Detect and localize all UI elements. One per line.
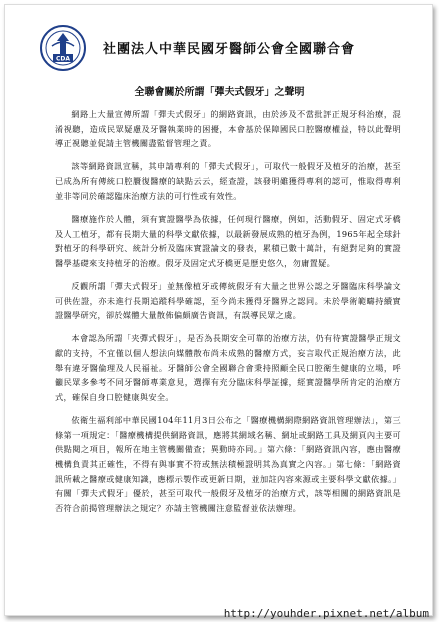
letterhead [39,24,409,74]
paragraph-6: 依衛生福利部中華民國104年11月3日公布之「醫療機構網際網路資訊管理辦法」，第三條第一項規定：「醫療機構提供網路資訊，應將其網域名稱、網址或網路工具及網頁內主要可供點閱之項目，報所在地主管機關備查；異動時亦同。」第六條：「網路資訊內容，應由醫療機構負責其正確性，不得有與事實不符或無法積極證明其為真實之內容。」第七條：「網路資訊所載之醫療或健康知識，應標示製作或更新日期，並加註內容來源或主要科學文獻依據。」有關「彈夫式假牙」優於，甚至可取代一般假牙及植牙的治療方式，該等相關的網路資訊是否符合前揭管理辦法之規定？亦請主管機關注意監督並依法辦理。 [55,415,401,513]
document-body [55,107,401,524]
logo-text: CDA [55,55,71,63]
document-frame [4,4,433,616]
paragraph-5: 本會認為所謂「夹彈式假牙」，是否為長期安全可靠的治療方法，仍有待實證醫學正規文獻的支持，不宜僅以個人想法向媒體散布尚未成熟的醫療方式，妄言取代正規治療方法，此舉有違牙醫倫理及人民福祉。牙醫師公會全國聯合會秉持照顧全民口腔衛生健康的立場，呼籲民眾多參考不同牙醫師專業意見，選擇有充分臨床科學証據，經實證醫學所肯定的治療方式，確保自身口腔健康與安全。 [55,333,401,402]
album-url-watermark: http://youhder.pixnet.net/album [223,607,429,620]
paragraph-3: 醫療施作於人體，須有實證醫學為依據，任何現行醫療，例如，活動假牙、固定式牙橋及人工植牙，都有長期大量的科學文獻依據，以最新發展成熟的植牙為例，1965年起全球針對植牙的科學研究、統計分析及臨床實證論文的發表，累積已數十萬計，有絕對足夠的實證醫學基礎來支持植牙的治療。假牙及固定式牙橋更是歷史悠久，勿庸置疑。 [55,213,401,268]
document-page [17,15,422,605]
paragraph-2: 該等網路資訊宣稱，其申請專利的「彈夫式假牙」，可取代一般假牙及植牙的治療，甚至已成為所有傳統口腔贗復醫療的缺點云云，經查證，該發明雖獲得專利的認可，惟取得專利並非等同於確認臨床治療方法的可行性或有效性。 [55,161,401,201]
document-title: 全聯會關於所謂「彈夫式假牙」之聲明 [134,87,305,98]
cda-logo-icon [39,24,87,72]
paragraph-4: 反觀所謂「彈夫式假牙」並無像植牙或傳統假牙有大量之世界公認之牙醫臨床科學論文可供佐證，亦未進行長期追蹤科學確認，至今尚未獲得牙醫界之認同。未於學術範疇持續實證醫學研究，卻於媒體大量散佈偏頗廣告資訊，有誤導民眾之虞。 [55,281,401,321]
organization-name: 社團法人中華民國牙醫師公會全國聯合會 [103,42,356,57]
paragraph-1: 網路上大量宣傳所謂「彈夫式假牙」的網路資訊，由於涉及不當批評正規牙科治療，混淆視聽，造成民眾疑慮及牙醫執業時的困擾，本會基於保障國民口腔醫療權益，特以此聲明導正視聽並促請主管機關盡監督管理之責。 [55,109,401,149]
